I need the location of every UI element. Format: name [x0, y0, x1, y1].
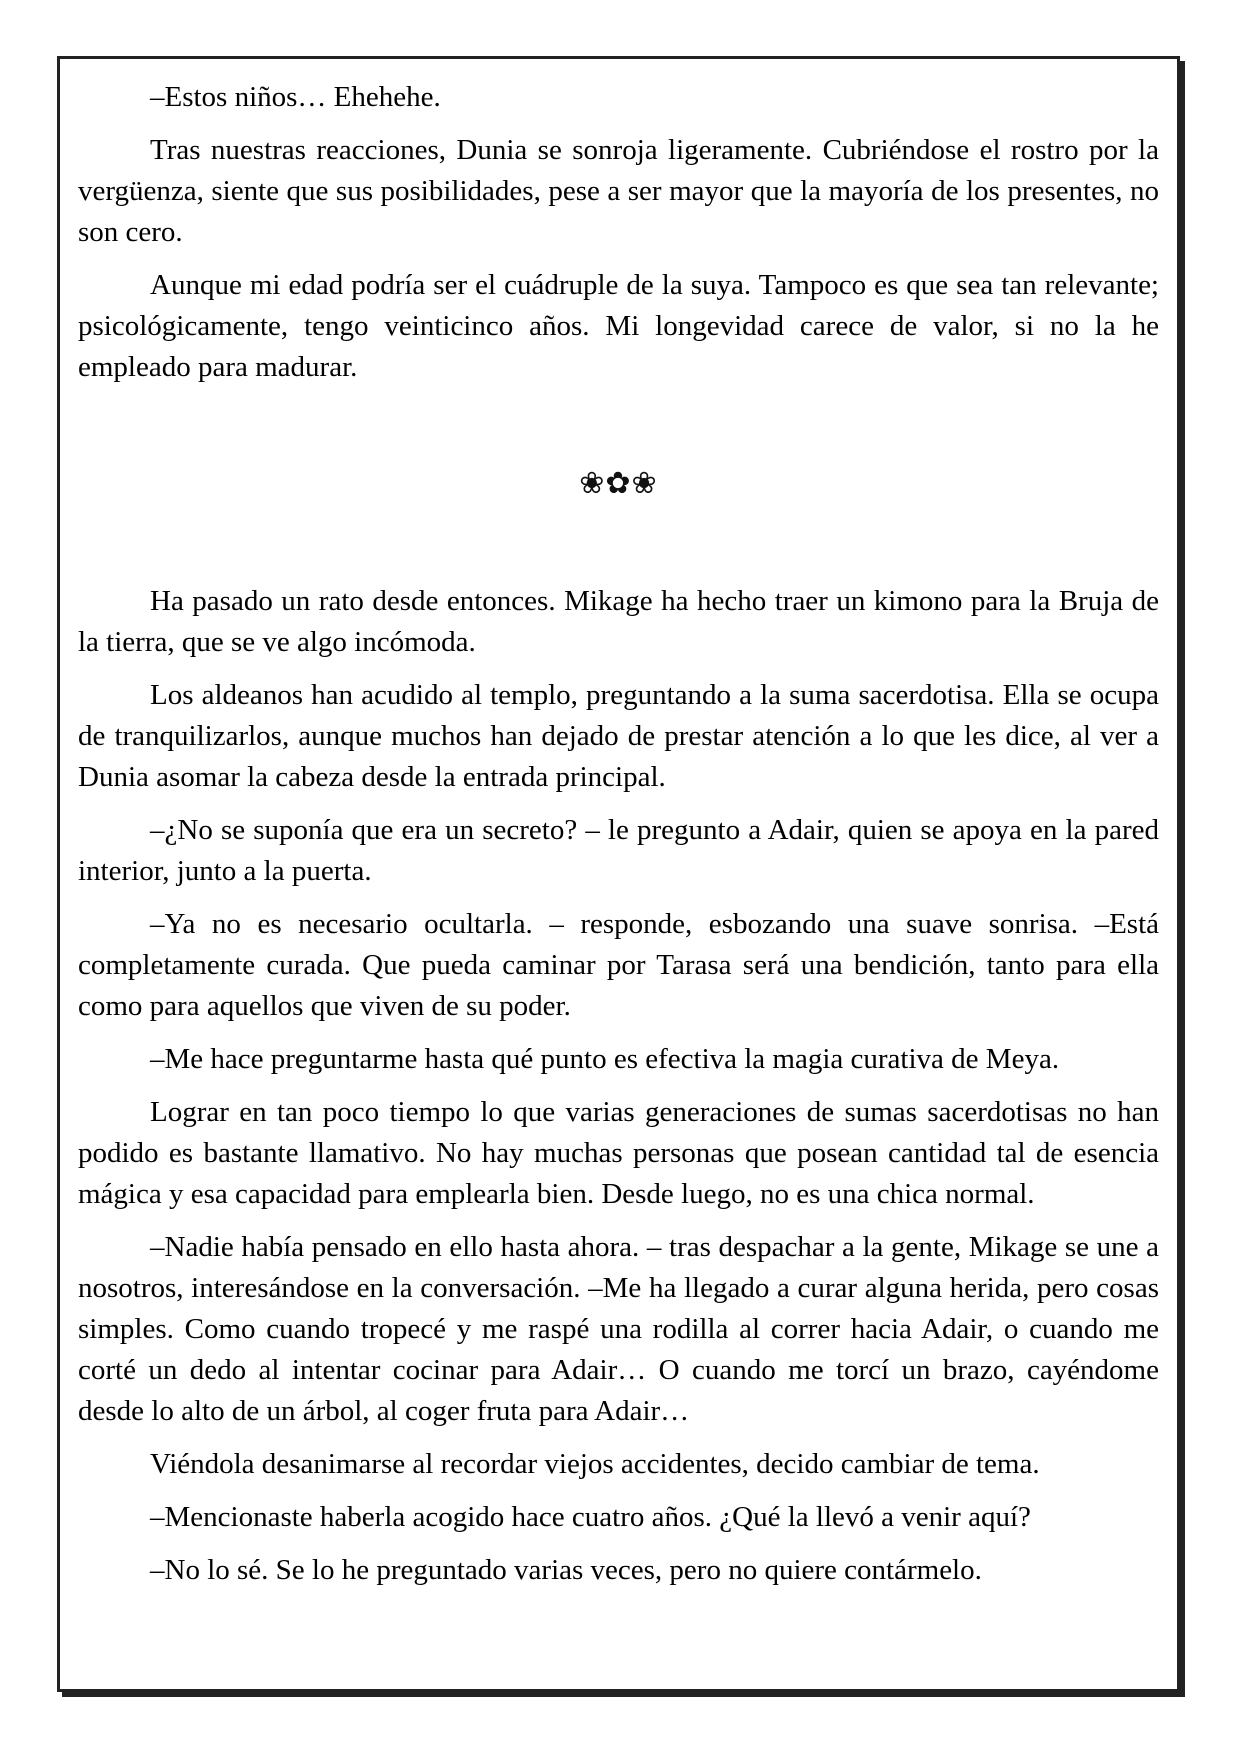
paragraph: Aunque mi edad podría ser el cuádruple de la suya. Tampoco es que sea tan relevante; psicológicamente, tengo veinticinco años. Mi longevidad carece de valor, si no la he empleado para madurar. [78, 269, 1159, 383]
paragraph: –Mencionaste haberla acogido hace cuatro años. ¿Qué la llevó a venir aquí? [150, 1501, 1031, 1533]
text-block-before-separator [78, 77, 1159, 400]
paragraph: –No lo sé. Se lo he preguntado varias veces, pero no quiere contármelo. [150, 1554, 982, 1586]
paragraph: –Me hace preguntarme hasta qué punto es efectiva la magia curativa de Meya. [150, 1043, 1060, 1075]
paragraph: –Ya no es necesario ocultarla. – responde, esbozando una suave sonrisa. –Está completamente curada. Que pueda caminar por Tarasa será una bendición, tanto para ella como para aquellos que viven de su poder. [78, 908, 1159, 1022]
paragraph: –Nadie había pensado en ello hasta ahora. – tras despachar a la gente, Mikage se une a nosotros, interesándose en la conversación. –Me ha llegado a curar alguna herida, pero cosas simples. Como cuando tropecé y me raspé una rodilla al correr hacia Adair, o cuando me corté un dedo al intentar cocinar para Adair… O cuando me torcí un brazo, cayéndome desde lo alto de un árbol, al coger fruta para Adair… [78, 1231, 1159, 1427]
section-separator-ornament: ❀✿❀ [579, 466, 658, 501]
paragraph: –¿No se suponía que era un secreto? – le pregunto a Adair, quien se apoya en la pared interior, junto a la puerta. [78, 814, 1159, 887]
text-block-after-separator [78, 581, 1159, 1603]
paragraph: Ha pasado un rato desde entonces. Mikage ha hecho traer un kimono para la Bruja de la tierra, que se ve algo incómoda. [78, 585, 1159, 658]
paragraph: Viéndola desanimarse al recordar viejos accidentes, decido cambiar de tema. [150, 1448, 1040, 1480]
paragraph: Lograr en tan poco tiempo lo que varias generaciones de sumas sacerdotisas no han podido es bastante llamativo. No hay muchas personas que posean cantidad tal de esencia mágica y esa capacidad para emplearla bien. Desde luego, no es una chica normal. [78, 1096, 1159, 1210]
paragraph: Tras nuestras reacciones, Dunia se sonroja ligeramente. Cubriéndose el rostro por la vergüenza, siente que sus posibilidades, pese a ser mayor que la mayoría de los presentes, no son cero. [78, 134, 1159, 248]
paragraph: Los aldeanos han acudido al templo, preguntando a la suma sacerdotisa. Ella se ocupa de tranquilizarlos, aunque muchos han dejado de prestar atención a lo que les dice, al ver a Dunia asomar la cabeza desde la entrada principal. [78, 679, 1159, 793]
page-frame [57, 56, 1180, 1692]
paragraph: –Estos niños… Ehehehe. [150, 81, 441, 113]
